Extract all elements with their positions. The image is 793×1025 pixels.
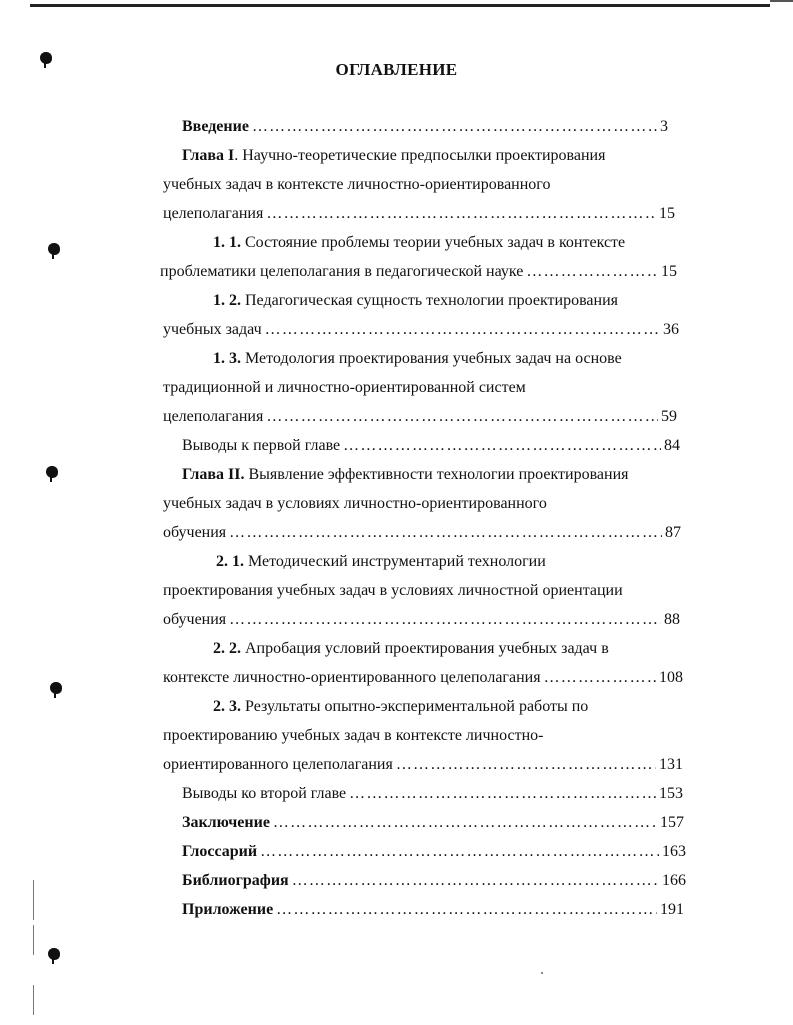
toc-page-number: 163 [662, 843, 686, 860]
toc-entry-text: Апробация условий проектирования учебных задач в [241, 640, 609, 657]
toc-entry-text: проектирования учебных задач в условиях личностной ориентации [163, 582, 623, 599]
toc-entry-text: обучения [163, 524, 227, 541]
toc-page-number: 108 [659, 669, 683, 686]
leader-dots [349, 783, 656, 805]
toc-entry-continuation[interactable] [163, 522, 681, 544]
toc-page-number: 88 [664, 611, 680, 628]
toc-page-number: 153 [659, 785, 683, 802]
toc-entry-text: целеполагания [163, 205, 264, 222]
leader-dots [396, 754, 656, 776]
toc-entry-prefix: 2. 3. [213, 698, 241, 715]
toc-entry-label: Заключение [182, 814, 270, 831]
toc-entry-appendix[interactable] [182, 899, 684, 921]
toc-entry-text: учебных задач в контексте личностно-ориентированного [163, 176, 551, 193]
toc-page-number: 87 [665, 524, 681, 541]
leader-dots [276, 899, 657, 921]
toc-page-number: 15 [661, 263, 677, 280]
toc-entry-text: Выводы ко второй главе [182, 785, 347, 802]
toc-entry-label: Введение [182, 118, 249, 135]
toc-entry-continuation[interactable] [163, 319, 679, 341]
toc-entry-text: Выявление эффективности технологии проектирования [244, 466, 629, 483]
toc-page-number: 15 [659, 205, 675, 222]
toc-page-number: 131 [659, 756, 683, 773]
toc-entry-continuation[interactable] [163, 667, 683, 689]
toc-entry-chapter-1[interactable] [182, 145, 605, 167]
leader-dots [266, 406, 658, 428]
toc-entry-text: . Научно-теоретические предпосылки проектирования [234, 147, 606, 164]
toc-entry-text: проблематики целеполагания в педагогической науке [160, 263, 524, 280]
leader-dots [544, 667, 656, 689]
toc-entry-continuation [163, 725, 543, 747]
leader-dots [526, 261, 658, 283]
leader-dots [260, 841, 659, 863]
leader-dots [229, 522, 662, 544]
toc-entry-conclusion[interactable] [182, 812, 684, 834]
toc-page-number: 191 [660, 901, 684, 918]
toc-entry-glossary[interactable] [182, 841, 686, 863]
toc-entry-text: целеполагания [163, 408, 264, 425]
toc-entry-conclusions-1[interactable] [182, 435, 680, 457]
toc-entry-section-1-2[interactable] [213, 290, 618, 312]
toc-entry-section-2-1[interactable] [216, 551, 546, 573]
toc-page-number: 59 [661, 408, 677, 425]
toc-entry-continuation [163, 493, 547, 515]
toc-page-number: 3 [660, 118, 668, 135]
toc-entry-section-1-3[interactable] [213, 348, 622, 370]
toc-entry-section-1-1[interactable] [213, 232, 625, 254]
toc-entry-text: учебных задач [163, 321, 262, 338]
toc-entry-introduction[interactable] [182, 116, 668, 138]
toc-entry-text: обучения [163, 611, 227, 628]
toc-page-number: 84 [664, 437, 680, 454]
toc-page-number: 36 [663, 321, 679, 338]
toc-entry-section-2-3[interactable] [213, 696, 588, 718]
toc-entry-continuation[interactable] [163, 203, 675, 225]
leader-dots [266, 203, 656, 225]
page-title: ОГЛАВЛЕНИЕ [335, 60, 458, 79]
toc-entry-continuation [163, 377, 526, 399]
toc-entry-text: традиционной и личностно-ориентированной систем [163, 379, 526, 396]
toc-entry-continuation[interactable] [163, 406, 677, 428]
toc-entry-text: Методический инструментарий технологии [244, 553, 546, 570]
toc-entry-prefix: 2. 2. [213, 640, 241, 657]
toc-entry-label: Библиография [182, 872, 289, 889]
toc-entry-prefix: 1. 2. [213, 292, 241, 309]
toc-entry-continuation[interactable] [163, 754, 683, 776]
toc-entry-text: Педагогическая сущность технологии проектирования [241, 292, 618, 309]
toc-entry-label: Глоссарий [182, 843, 258, 860]
toc-entry-text: Состояние проблемы теории учебных задач в контексте [241, 234, 626, 251]
toc-entry-prefix: 2. 1. [216, 553, 244, 570]
toc-entry-conclusions-2[interactable] [182, 783, 683, 805]
leader-dots [265, 319, 660, 341]
toc-entry-prefix: 1. 1. [213, 234, 241, 251]
leader-dots [273, 812, 657, 834]
toc-entry-text: Выводы к первой главе [182, 437, 341, 454]
leader-dots [252, 116, 657, 138]
leader-dots [292, 870, 659, 892]
leader-dots [343, 435, 661, 457]
toc-entry-chapter-2[interactable] [182, 464, 629, 486]
toc-entry-text: учебных задач в условиях личностно-ориентированного [163, 495, 547, 512]
toc-entry-prefix: 1. 3. [213, 350, 241, 367]
toc-entry-continuation[interactable] [160, 261, 677, 283]
toc-entry-continuation[interactable] [163, 609, 680, 631]
toc-entry-prefix: Глава I [182, 147, 235, 164]
toc-entry-prefix: Глава II. [182, 466, 245, 483]
toc-entry-continuation [163, 174, 550, 196]
toc-entry-text: контексте личностно-ориентированного целеполагания [163, 669, 541, 686]
toc-entry-text: проектированию учебных задач в контексте личностно- [163, 727, 544, 744]
toc-entry-bibliography[interactable] [182, 870, 686, 892]
toc-entry-text: ориентированного целеполагания [163, 756, 393, 773]
toc-entry-text: Методология проектирования учебных задач на основе [241, 350, 622, 367]
toc-entry-continuation [163, 580, 623, 602]
toc-entry-section-2-2[interactable] [213, 638, 609, 660]
leader-dots [229, 609, 661, 631]
toc-page-number: 157 [660, 814, 684, 831]
toc-page-number: 166 [662, 872, 686, 889]
toc-entry-label: Приложение [182, 901, 274, 918]
toc-entry-text: Результаты опытно-экспериментальной работы по [241, 698, 589, 715]
